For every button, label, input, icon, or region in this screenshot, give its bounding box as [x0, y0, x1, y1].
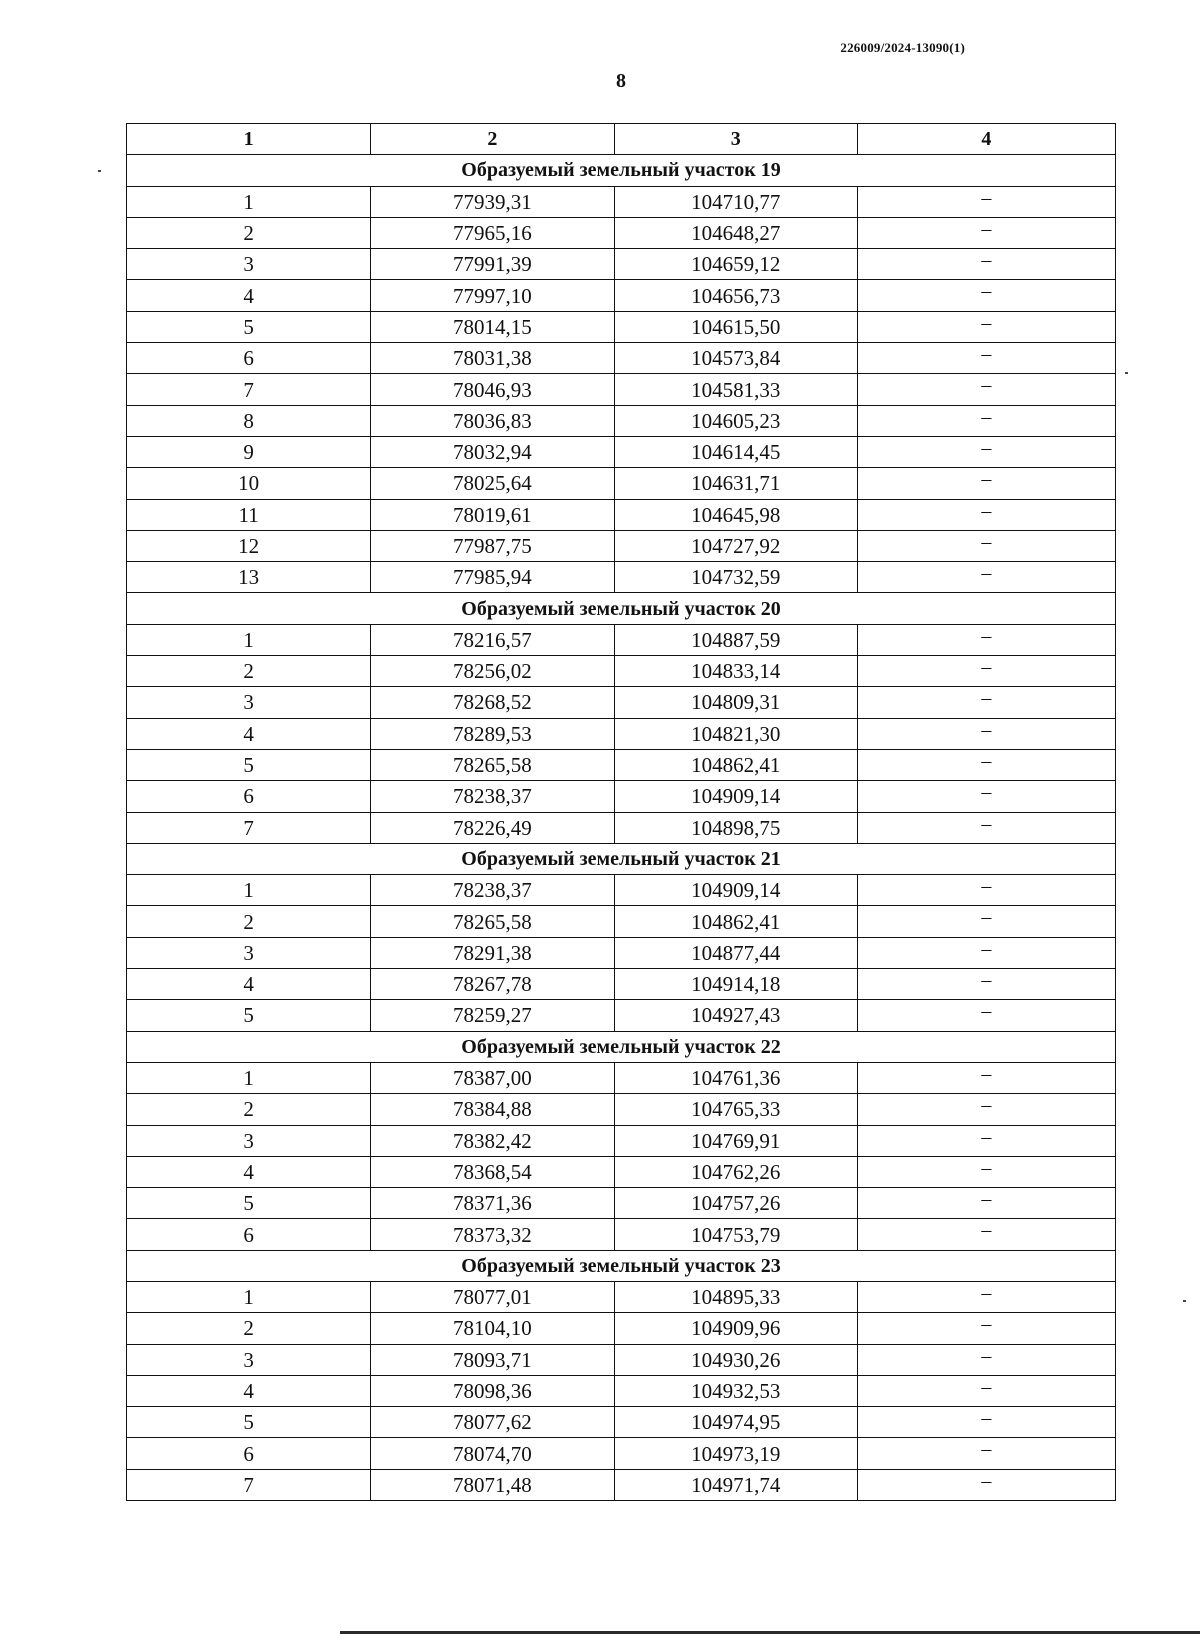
y-coordinate-cell: 104877,44 — [614, 937, 857, 968]
scan-speck — [1125, 372, 1128, 374]
y-coordinate-cell: 104833,14 — [614, 656, 857, 687]
table-row — [127, 624, 1116, 655]
point-number-cell: 7 — [127, 374, 371, 405]
note-cell: – — [857, 656, 1115, 687]
note-cell: – — [857, 1375, 1115, 1406]
table-row — [127, 311, 1116, 342]
note-cell: – — [857, 186, 1115, 217]
y-coordinate-cell: 104821,30 — [614, 718, 857, 749]
x-coordinate-cell: 77939,31 — [371, 186, 614, 217]
y-coordinate-cell: 104761,36 — [614, 1062, 857, 1093]
y-coordinate-cell: 104765,33 — [614, 1094, 857, 1125]
table-row — [127, 499, 1116, 530]
y-coordinate-cell: 104914,18 — [614, 969, 857, 1000]
note-cell: – — [857, 969, 1115, 1000]
table-row — [127, 1344, 1116, 1375]
note-cell: – — [857, 468, 1115, 499]
point-number-cell: 3 — [127, 1125, 371, 1156]
note-cell: – — [857, 530, 1115, 561]
table-row — [127, 1125, 1116, 1156]
note-cell: – — [857, 1281, 1115, 1312]
point-number-cell: 2 — [127, 906, 371, 937]
scan-speck — [98, 170, 101, 172]
section-title: Образуемый земельный участок 23 — [127, 1250, 1116, 1281]
note-cell: – — [857, 1125, 1115, 1156]
note-cell: – — [857, 937, 1115, 968]
y-coordinate-cell: 104973,19 — [614, 1438, 857, 1469]
point-number-cell: 11 — [127, 499, 371, 530]
y-coordinate-cell: 104614,45 — [614, 436, 857, 467]
y-coordinate-cell: 104909,96 — [614, 1313, 857, 1344]
x-coordinate-cell: 78238,37 — [371, 875, 614, 906]
point-number-cell: 2 — [127, 656, 371, 687]
point-number-cell: 5 — [127, 749, 371, 780]
table-header-row — [127, 124, 1116, 155]
section-title: Образуемый земельный участок 22 — [127, 1031, 1116, 1062]
table-row — [127, 812, 1116, 843]
x-coordinate-cell: 78025,64 — [371, 468, 614, 499]
table-row — [127, 530, 1116, 561]
y-coordinate-cell: 104753,79 — [614, 1219, 857, 1250]
x-coordinate-cell: 78268,52 — [371, 687, 614, 718]
y-coordinate-cell: 104887,59 — [614, 624, 857, 655]
y-coordinate-cell: 104862,41 — [614, 906, 857, 937]
note-cell: – — [857, 1156, 1115, 1187]
table-row — [127, 1375, 1116, 1406]
coordinates-table-container — [126, 123, 1116, 1501]
x-coordinate-cell: 78077,01 — [371, 1281, 614, 1312]
note-cell: – — [857, 217, 1115, 248]
note-cell: – — [857, 1469, 1115, 1500]
x-coordinate-cell: 78226,49 — [371, 812, 614, 843]
point-number-cell: 3 — [127, 937, 371, 968]
note-cell: – — [857, 436, 1115, 467]
y-coordinate-cell: 104631,71 — [614, 468, 857, 499]
point-number-cell: 5 — [127, 1188, 371, 1219]
point-number-cell: 12 — [127, 530, 371, 561]
y-coordinate-cell: 104727,92 — [614, 530, 857, 561]
y-coordinate-cell: 104605,23 — [614, 405, 857, 436]
x-coordinate-cell: 78104,10 — [371, 1313, 614, 1344]
point-number-cell: 9 — [127, 436, 371, 467]
point-number-cell: 6 — [127, 1438, 371, 1469]
note-cell: – — [857, 1062, 1115, 1093]
note-cell: – — [857, 374, 1115, 405]
x-coordinate-cell: 78046,93 — [371, 374, 614, 405]
note-cell: – — [857, 280, 1115, 311]
point-number-cell: 2 — [127, 1094, 371, 1125]
point-number-cell: 1 — [127, 1062, 371, 1093]
x-coordinate-cell: 78265,58 — [371, 906, 614, 937]
point-number-cell: 5 — [127, 1407, 371, 1438]
point-number-cell: 6 — [127, 343, 371, 374]
x-coordinate-cell: 77997,10 — [371, 280, 614, 311]
table-row — [127, 749, 1116, 780]
x-coordinate-cell: 78289,53 — [371, 718, 614, 749]
x-coordinate-cell: 78267,78 — [371, 969, 614, 1000]
coordinates-table — [126, 123, 1116, 1501]
x-coordinate-cell: 78036,83 — [371, 405, 614, 436]
table-row — [127, 781, 1116, 812]
note-cell: – — [857, 1344, 1115, 1375]
point-number-cell: 1 — [127, 624, 371, 655]
x-coordinate-cell: 78371,36 — [371, 1188, 614, 1219]
y-coordinate-cell: 104757,26 — [614, 1188, 857, 1219]
note-cell: – — [857, 1438, 1115, 1469]
page-number: 8 — [616, 70, 626, 92]
table-row — [127, 249, 1116, 280]
y-coordinate-cell: 104862,41 — [614, 749, 857, 780]
x-coordinate-cell: 78373,32 — [371, 1219, 614, 1250]
column-header: 1 — [127, 124, 371, 155]
point-number-cell: 7 — [127, 1469, 371, 1500]
table-header — [127, 124, 1116, 155]
y-coordinate-cell: 104659,12 — [614, 249, 857, 280]
y-coordinate-cell: 104732,59 — [614, 562, 857, 593]
x-coordinate-cell: 78238,37 — [371, 781, 614, 812]
point-number-cell: 2 — [127, 1313, 371, 1344]
column-header: 3 — [614, 124, 857, 155]
note-cell: – — [857, 1313, 1115, 1344]
point-number-cell: 3 — [127, 1344, 371, 1375]
x-coordinate-cell: 77987,75 — [371, 530, 614, 561]
x-coordinate-cell: 78216,57 — [371, 624, 614, 655]
table-row — [127, 1156, 1116, 1187]
x-coordinate-cell: 78074,70 — [371, 1438, 614, 1469]
y-coordinate-cell: 104762,26 — [614, 1156, 857, 1187]
point-number-cell: 6 — [127, 781, 371, 812]
y-coordinate-cell: 104581,33 — [614, 374, 857, 405]
table-row — [127, 906, 1116, 937]
y-coordinate-cell: 104769,91 — [614, 1125, 857, 1156]
table-row — [127, 1281, 1116, 1312]
x-coordinate-cell: 78256,02 — [371, 656, 614, 687]
x-coordinate-cell: 78368,54 — [371, 1156, 614, 1187]
x-coordinate-cell: 78014,15 — [371, 311, 614, 342]
table-row — [127, 217, 1116, 248]
table-row — [127, 1219, 1116, 1250]
note-cell: – — [857, 1094, 1115, 1125]
point-number-cell: 3 — [127, 249, 371, 280]
table-row — [127, 937, 1116, 968]
note-cell: – — [857, 624, 1115, 655]
point-number-cell: 1 — [127, 186, 371, 217]
scan-artifact-line — [340, 1631, 1200, 1634]
x-coordinate-cell: 77965,16 — [371, 217, 614, 248]
y-coordinate-cell: 104809,31 — [614, 687, 857, 718]
point-number-cell: 4 — [127, 1375, 371, 1406]
y-coordinate-cell: 104974,95 — [614, 1407, 857, 1438]
section-row — [127, 1250, 1116, 1281]
note-cell: – — [857, 1188, 1115, 1219]
point-number-cell: 1 — [127, 875, 371, 906]
table-row — [127, 1438, 1116, 1469]
table-row — [127, 468, 1116, 499]
y-coordinate-cell: 104645,98 — [614, 499, 857, 530]
y-coordinate-cell: 104656,73 — [614, 280, 857, 311]
table-row — [127, 405, 1116, 436]
table-row — [127, 562, 1116, 593]
x-coordinate-cell: 78259,27 — [371, 1000, 614, 1031]
document-id: 226009/2024-13090(1) — [840, 40, 965, 55]
note-cell: – — [857, 1407, 1115, 1438]
y-coordinate-cell: 104930,26 — [614, 1344, 857, 1375]
note-cell: – — [857, 499, 1115, 530]
note-cell: – — [857, 687, 1115, 718]
x-coordinate-cell: 78093,71 — [371, 1344, 614, 1375]
table-row — [127, 1407, 1116, 1438]
point-number-cell: 1 — [127, 1281, 371, 1312]
section-row — [127, 1031, 1116, 1062]
section-row — [127, 593, 1116, 624]
note-cell: – — [857, 343, 1115, 374]
point-number-cell: 10 — [127, 468, 371, 499]
table-row — [127, 875, 1116, 906]
y-coordinate-cell: 104971,74 — [614, 1469, 857, 1500]
y-coordinate-cell: 104615,50 — [614, 311, 857, 342]
table-row — [127, 1094, 1116, 1125]
x-coordinate-cell: 78384,88 — [371, 1094, 614, 1125]
note-cell: – — [857, 749, 1115, 780]
note-cell: – — [857, 1219, 1115, 1250]
point-number-cell: 5 — [127, 311, 371, 342]
x-coordinate-cell: 78291,38 — [371, 937, 614, 968]
note-cell: – — [857, 718, 1115, 749]
table-body — [127, 155, 1116, 1501]
x-coordinate-cell: 78382,42 — [371, 1125, 614, 1156]
note-cell: – — [857, 906, 1115, 937]
table-row — [127, 1469, 1116, 1500]
note-cell: – — [857, 405, 1115, 436]
point-number-cell: 7 — [127, 812, 371, 843]
column-header: 4 — [857, 124, 1115, 155]
table-row — [127, 1062, 1116, 1093]
x-coordinate-cell: 78032,94 — [371, 436, 614, 467]
table-row — [127, 343, 1116, 374]
table-row — [127, 1313, 1116, 1344]
note-cell: – — [857, 1000, 1115, 1031]
y-coordinate-cell: 104573,84 — [614, 343, 857, 374]
y-coordinate-cell: 104898,75 — [614, 812, 857, 843]
y-coordinate-cell: 104909,14 — [614, 875, 857, 906]
column-header: 2 — [371, 124, 614, 155]
x-coordinate-cell: 78071,48 — [371, 1469, 614, 1500]
table-row — [127, 1000, 1116, 1031]
y-coordinate-cell: 104932,53 — [614, 1375, 857, 1406]
note-cell: – — [857, 875, 1115, 906]
x-coordinate-cell: 78265,58 — [371, 749, 614, 780]
table-row — [127, 280, 1116, 311]
point-number-cell: 4 — [127, 280, 371, 311]
table-row — [127, 656, 1116, 687]
x-coordinate-cell: 77985,94 — [371, 562, 614, 593]
table-row — [127, 718, 1116, 749]
section-title: Образуемый земельный участок 19 — [127, 155, 1116, 186]
point-number-cell: 2 — [127, 217, 371, 248]
y-coordinate-cell: 104648,27 — [614, 217, 857, 248]
section-row — [127, 155, 1116, 186]
scan-speck — [1183, 1300, 1186, 1302]
x-coordinate-cell: 78387,00 — [371, 1062, 614, 1093]
note-cell: – — [857, 249, 1115, 280]
section-title: Образуемый земельный участок 20 — [127, 593, 1116, 624]
table-row — [127, 436, 1116, 467]
x-coordinate-cell: 77991,39 — [371, 249, 614, 280]
table-row — [127, 374, 1116, 405]
point-number-cell: 4 — [127, 1156, 371, 1187]
point-number-cell: 8 — [127, 405, 371, 436]
section-row — [127, 843, 1116, 874]
x-coordinate-cell: 78077,62 — [371, 1407, 614, 1438]
point-number-cell: 5 — [127, 1000, 371, 1031]
table-row — [127, 1188, 1116, 1219]
section-title: Образуемый земельный участок 21 — [127, 843, 1116, 874]
y-coordinate-cell: 104909,14 — [614, 781, 857, 812]
x-coordinate-cell: 78098,36 — [371, 1375, 614, 1406]
point-number-cell: 13 — [127, 562, 371, 593]
point-number-cell: 6 — [127, 1219, 371, 1250]
y-coordinate-cell: 104895,33 — [614, 1281, 857, 1312]
note-cell: – — [857, 562, 1115, 593]
y-coordinate-cell: 104710,77 — [614, 186, 857, 217]
point-number-cell: 4 — [127, 718, 371, 749]
table-row — [127, 687, 1116, 718]
x-coordinate-cell: 78031,38 — [371, 343, 614, 374]
y-coordinate-cell: 104927,43 — [614, 1000, 857, 1031]
point-number-cell: 4 — [127, 969, 371, 1000]
x-coordinate-cell: 78019,61 — [371, 499, 614, 530]
note-cell: – — [857, 311, 1115, 342]
table-row — [127, 969, 1116, 1000]
note-cell: – — [857, 812, 1115, 843]
note-cell: – — [857, 781, 1115, 812]
point-number-cell: 3 — [127, 687, 371, 718]
table-row — [127, 186, 1116, 217]
